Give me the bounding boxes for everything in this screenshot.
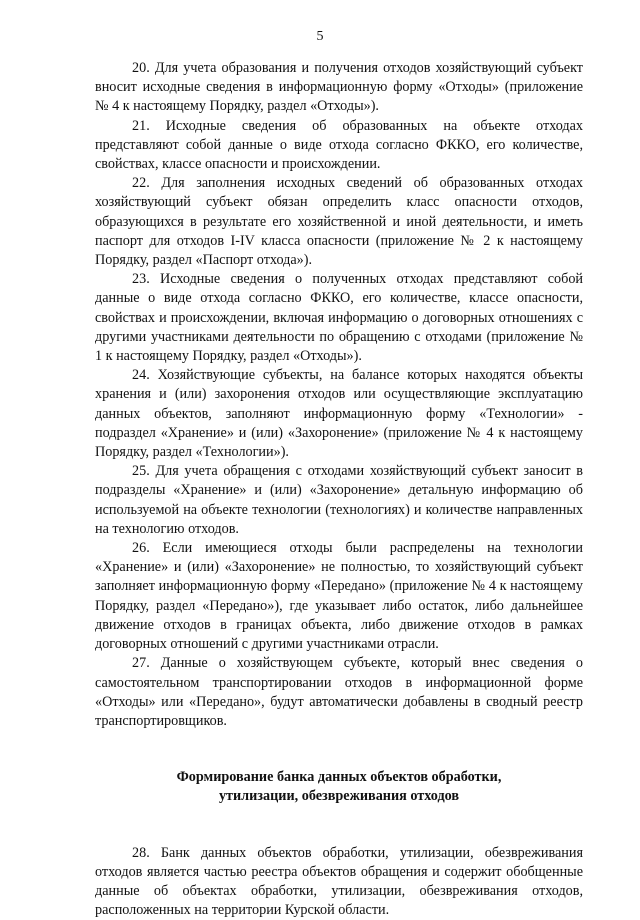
paragraph-28: 28. Банк данных объектов обработки, утилизации, обезвреживания отходов является частью реестра объектов обращения и содержит обобщенные данные об объектах обработки, утилизации, обезвреживания отходов, расположенных на территории Курской области. <box>95 844 583 919</box>
page-number: 5 <box>316 29 324 44</box>
paragraph-23: 23. Исходные сведения о полученных отходах представляют собой данные о виде отхода согласно ФККО, его количестве, классе опасности, свойствах и происхождении, включая информацию о договорных отношениях с другими участниками деятельности по обращению с отходами (приложение № 1 к настоящему Порядку, раздел «Отходы»). <box>95 271 583 365</box>
paragraph-20: 20. Для учета образования и получения отходов хозяйствующий субъект вносит исходные сведения в информационную форму «Отходы» (приложение № 4 к настоящему Порядку, раздел «Отходы»). <box>95 60 583 115</box>
paragraph-24: 24. Хозяйствующие субъекты, на балансе которых находятся объекты хранения и (или) захоронения отходов или осуществляющие эксплуатацию данных объектов, заполняют информационную форму «Технологии» - подраздел «Хранение» и (или) «Захоронение» (приложение № 4 к настоящему Порядку, раздел «Технологии»). <box>95 367 583 461</box>
paragraph-27: 27. Данные о хозяйствующем субъекте, который внес сведения о самостоятельном транспортировании отходов в информационной форме «Отходы» или «Передано», будут автоматически добавлены в сводный реестр транспортировщиков. <box>95 655 583 729</box>
paragraph-21: 21. Исходные сведения об образованных на объекте отходах представляют собой данные о виде отхода согласно ФККО, его количестве, свойствах, классе опасности и происхождении. <box>95 117 583 173</box>
section-heading-line-1: Формирование банка данных объектов обработки, <box>176 769 502 786</box>
paragraph-25: 25. Для учета обращения с отходами хозяйствующий субъект заносит в подразделы «Хранение» и (или) «Захоронение» детальную информацию об используемой на объекте технологии (технологиях) и количестве направленных на технологию отходов. <box>95 463 583 537</box>
section-heading-line-2: утилизации, обезвреживания отходов <box>218 788 460 805</box>
paragraph-26: 26. Если имеющиеся отходы были распределены на технологии «Хранение» и (или) «Захоронение» не полностью, то хозяйствующий субъект заполняет информационную форму «Передано» (приложение № 4 к настоящему Порядку, раздел «Передано»), где указывает либо остаток, либо дальнейшее движение отходов в границах объекта, либо движение отходов в рамках договорных отношений с другими участниками отрасли. <box>95 540 583 653</box>
section-heading <box>95 768 583 806</box>
document-body <box>95 59 583 920</box>
paragraph-22: 22. Для заполнения исходных сведений об образованных отходах хозяйствующий субъект обязан определить класс опасности отходов, образующихся в результате его хозяйственной и иной деятельности, и иметь паспорт для отходов I-IV класса опасности (приложение № 2 к настоящему Порядку, раздел «Паспорт отхода»). <box>95 175 583 269</box>
